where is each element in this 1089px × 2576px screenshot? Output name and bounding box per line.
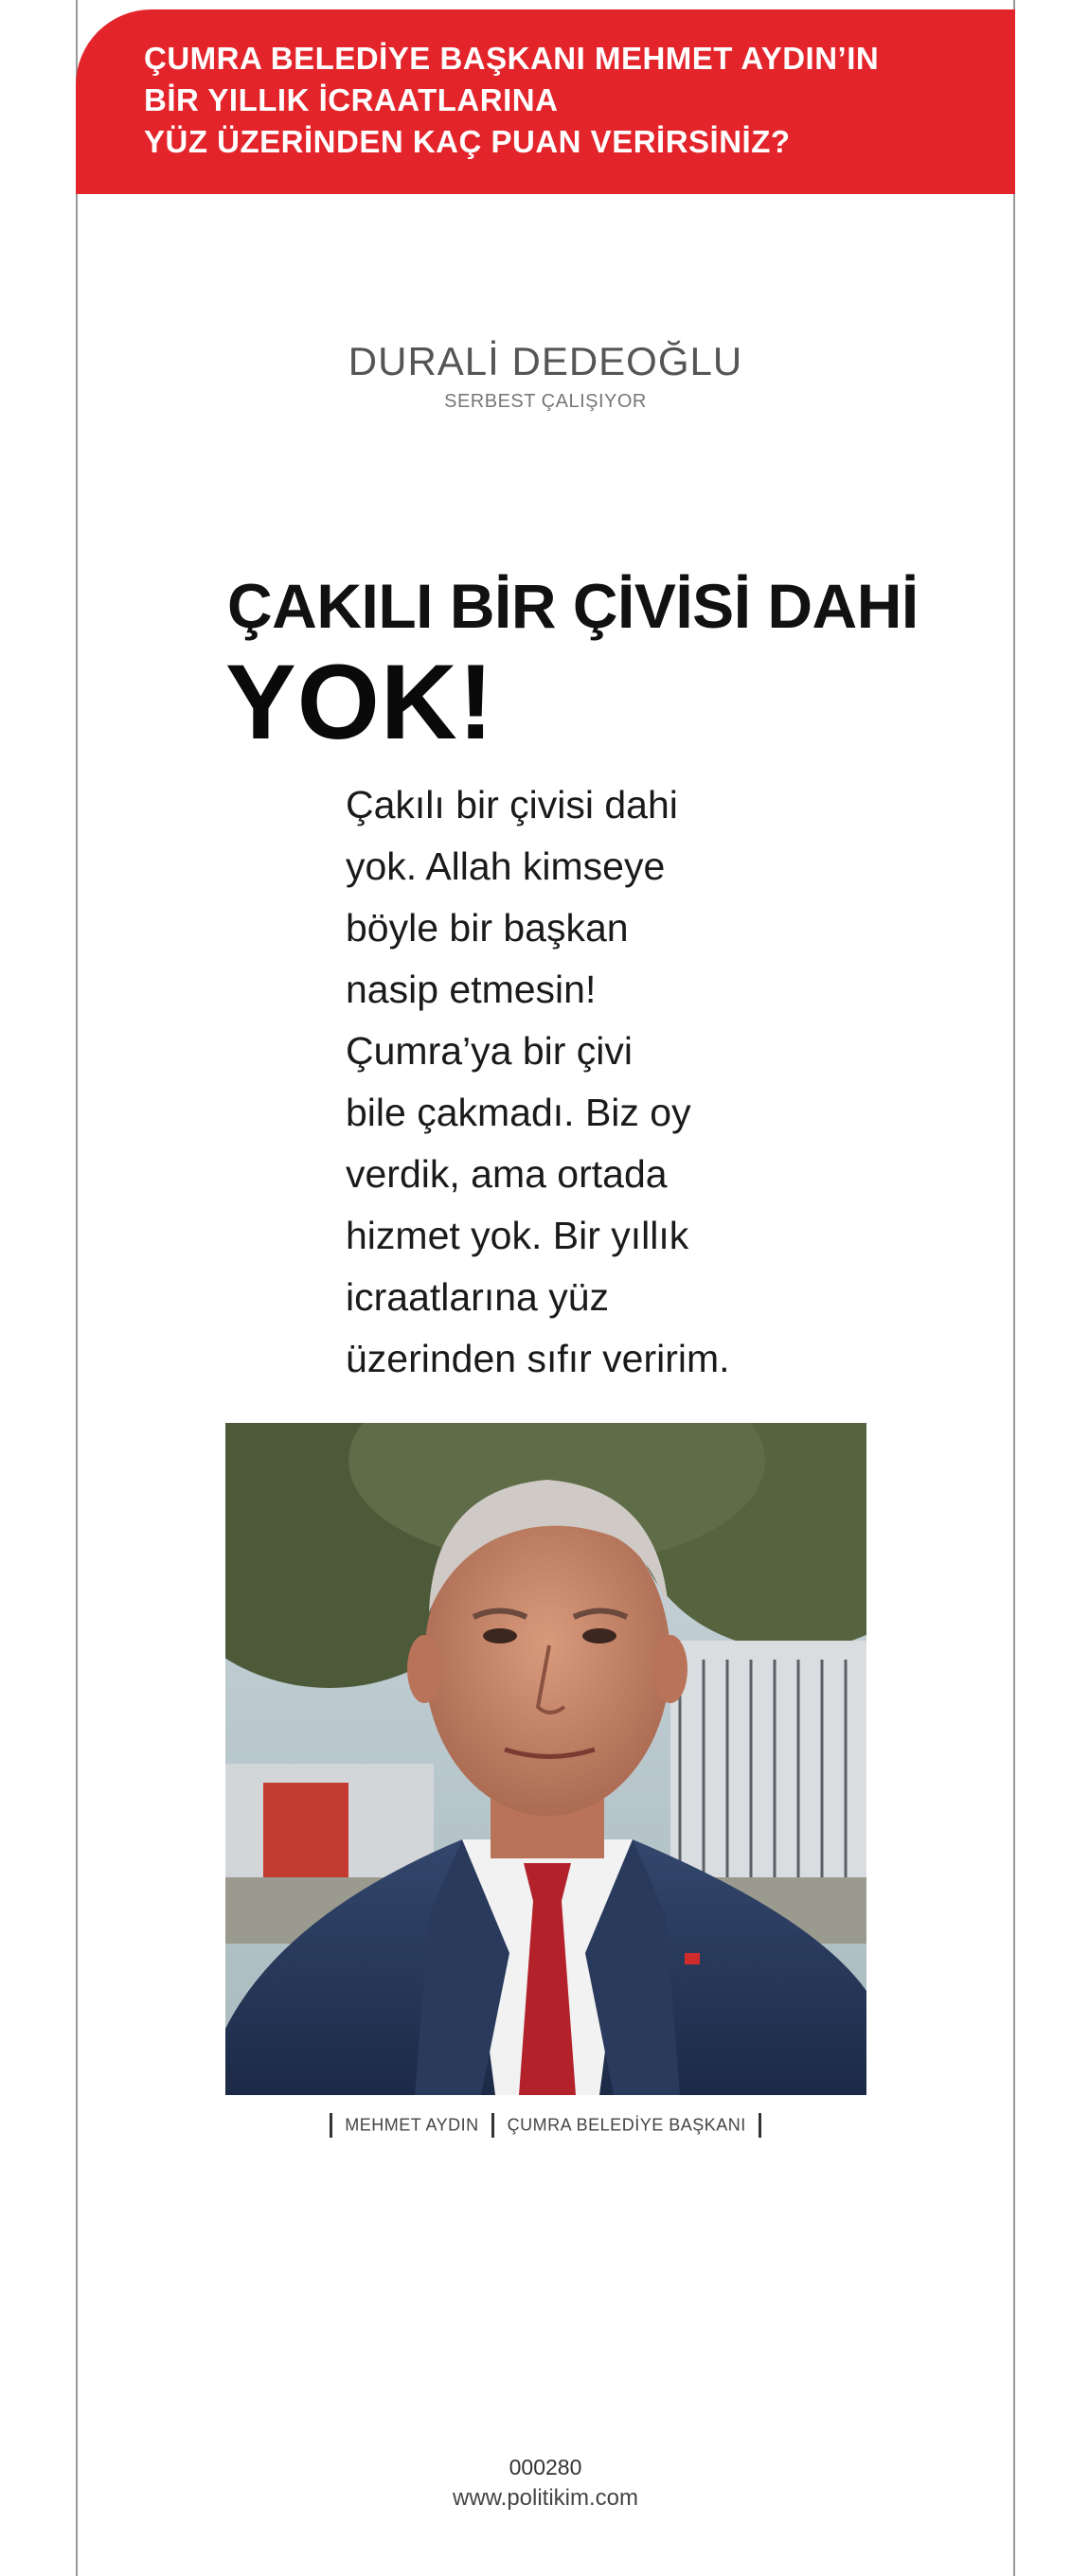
quote-line: yok. Allah kimseye: [346, 844, 666, 888]
headline-line-2: YOK!: [225, 643, 494, 761]
author-name: DURALİ DEDEOĞLU: [348, 339, 743, 383]
quote-line: bile çakmadı. Biz oy: [346, 1091, 691, 1134]
caption-divider: [491, 2113, 494, 2138]
question-banner: [76, 9, 1015, 194]
footer-website: www.politikim.com: [452, 2485, 639, 2511]
caption-divider: [330, 2113, 332, 2138]
quote-line: nasip etmesin!: [346, 968, 597, 1011]
footer: [76, 2452, 1015, 2514]
quote-line: Çakılı bir çivisi dahi: [346, 783, 678, 826]
quote-line: üzerinden sıfır veririm.: [346, 1337, 730, 1380]
caption-name: MEHMET AYDIN: [345, 2115, 479, 2135]
quote-line: hizmet yok. Bir yıllık: [346, 1214, 689, 1257]
footer-code: 000280: [509, 2455, 582, 2479]
quote-line: böyle bir başkan: [346, 906, 629, 950]
caption-title: ÇUMRA BELEDİYE BAŞKANI: [507, 2115, 746, 2135]
caption-divider: [759, 2113, 761, 2138]
author-block: [76, 338, 1015, 414]
banner-line-1: ÇUMRA BELEDİYE BAŞKANI MEHMET AYDIN’IN: [144, 41, 880, 76]
quote-text: [346, 774, 838, 1390]
portrait-photo: [225, 1423, 866, 2095]
quote-line: icraatlarına yüz: [346, 1275, 610, 1319]
quote-line: verdik, ama ortada: [346, 1152, 668, 1196]
headline-line-1: ÇAKILI BİR ÇİVİSİ DAHİ: [227, 571, 919, 641]
banner-line-2: BİR YILLIK İCRAATLARINA: [144, 82, 559, 117]
banner-line-3: YÜZ ÜZERİNDEN KAÇ PUAN VERİRSİNİZ?: [144, 124, 791, 159]
photo-caption: [76, 2113, 1015, 2138]
quote-line: Çumra’ya bir çivi: [346, 1029, 633, 1073]
author-role: SERBEST ÇALIŞIYOR: [444, 391, 647, 412]
